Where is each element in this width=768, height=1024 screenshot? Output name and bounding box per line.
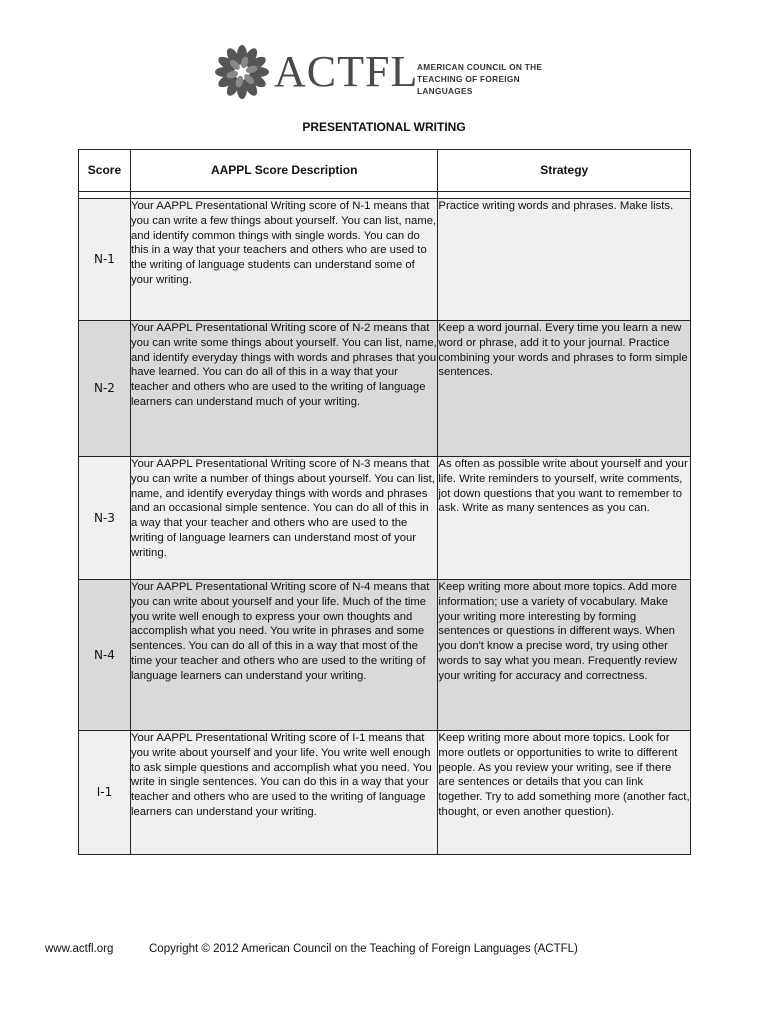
- copyright-notice: Copyright © 2012 American Council on the Teaching of Foreign Languages (ACTFL): [149, 943, 578, 955]
- actfl-flower-logo-icon: [214, 44, 270, 100]
- strategy-cell: Keep a word journal. Every time you learn a new word or phrase, add it to your journal. Practice combining your words and phrases to form simple sentences.: [438, 321, 691, 457]
- strategy-cell: Keep writing more about more topics. Add more information; use a variety of vocabulary. Make your writing more interesting by forming sentences or questions in different ways. When you don't know a precise word, try using other words to say what you mean. Frequently review your writing for accuracy and correctness.: [438, 580, 691, 731]
- table-row: [79, 321, 691, 457]
- page-title: PRESENTATIONAL WRITING: [302, 120, 466, 134]
- score-cell: N-4: [79, 580, 131, 731]
- score-rubric-table: [78, 149, 691, 855]
- score-column-header: Score: [79, 150, 131, 192]
- description-cell: Your AAPPL Presentational Writing score of N-4 means that you can write about yourself and your life. Much of the time you write well enough to express your own thoughts and accomplish what you need. You write in phrases and some sentences. You can do all of this in a way that most of the time your teacher and others who are used to the writing of language learners can understand your writing.: [130, 580, 437, 731]
- table-row: [79, 457, 691, 580]
- table-row: [79, 580, 691, 731]
- table-header-row: [79, 150, 691, 192]
- score-cell: I-1: [79, 731, 131, 855]
- table-row: [79, 199, 691, 321]
- score-cell: N-2: [79, 321, 131, 457]
- score-cell: N-1: [79, 199, 131, 321]
- footer-url-link[interactable]: www.actfl.org: [45, 943, 114, 955]
- table-row: [79, 731, 691, 855]
- strategy-cell: Keep writing more about more topics. Look for more outlets or opportunities to write to different people. As you review your writing, see if there are sentences or details that you can link together. Try to add something more (another fact, thought, or even another question).: [438, 731, 691, 855]
- actfl-header: [214, 44, 574, 100]
- page-footer: [45, 943, 578, 955]
- strategy-cell: Practice writing words and phrases. Make lists.: [438, 199, 691, 321]
- description-cell: Your AAPPL Presentational Writing score of N-2 means that you can write some things about yourself. You can list, name, and identify everyday things with words and phrases that you have learned. You can do all of this in a way that your teacher and others who are used to the writing of language learners can understand much of your writing.: [130, 321, 437, 457]
- org-full-name: [417, 61, 574, 97]
- score-cell: N-3: [79, 457, 131, 580]
- strategy-column-header: Strategy: [438, 150, 691, 192]
- description-column-header: AAPPL Score Description: [130, 150, 437, 192]
- strategy-cell: As often as possible write about yourself and your life. Write reminders to yourself, write comments, jot down questions that you want to remember to ask. Write as many sentences as you can.: [438, 457, 691, 580]
- row-spacer: [79, 192, 691, 199]
- org-name-line-2: TEACHING OF FOREIGN LANGUAGES: [417, 74, 520, 96]
- org-name-line-1: AMERICAN COUNCIL ON THE: [417, 62, 543, 72]
- description-cell: Your AAPPL Presentational Writing score of I-1 means that you write about yourself and your life. You write well enough to ask simple questions and accomplish what you need. You write in single sentences. You can do this in a way that your teacher and others who are used to the writing of language learners can understand your writing.: [130, 731, 437, 855]
- actfl-wordmark: ACTFL: [274, 47, 419, 96]
- description-cell: Your AAPPL Presentational Writing score of N-3 means that you can write a number of things about yourself. You can list, name, and identify everyday things with words and phrases and an occasional simple sentence. You can do all of this in a way that your teacher and others who are used to the writing of language learners can understand most of your writing.: [130, 457, 437, 580]
- description-cell: Your AAPPL Presentational Writing score of N-1 means that you can write a few things about yourself. You can list, name, and identify common things with single words. You can do this in a way that your teachers and others who are used to the writing of language students can understand some of your writing.: [130, 199, 437, 321]
